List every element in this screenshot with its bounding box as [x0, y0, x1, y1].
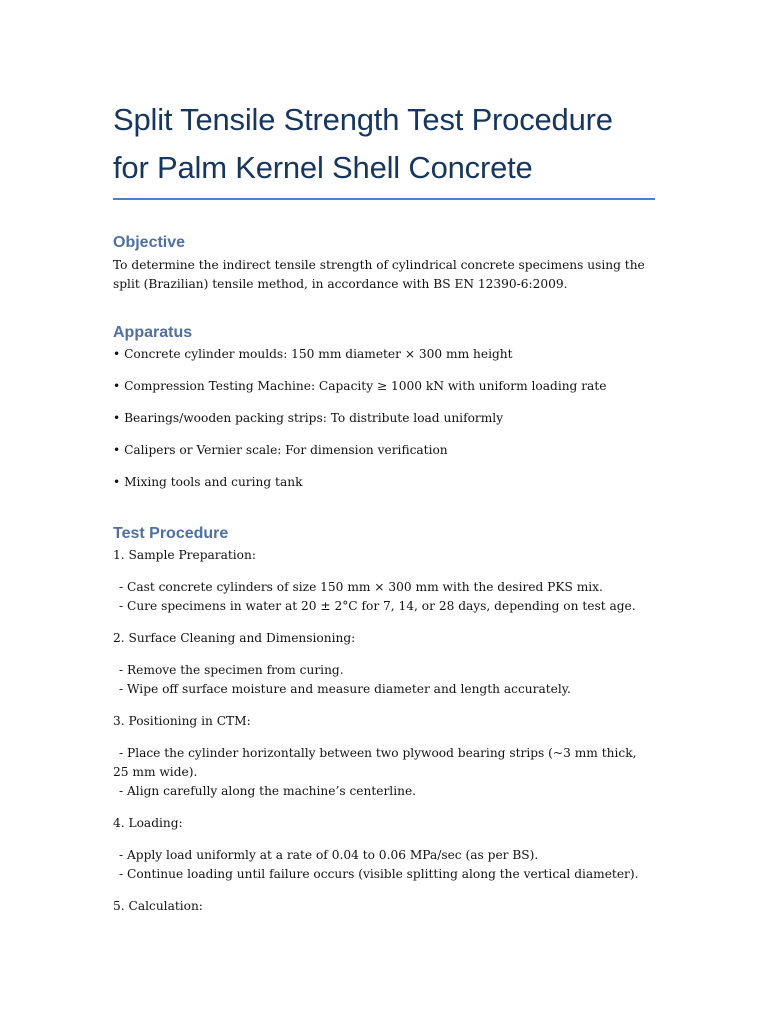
procedure-substep: - Continue loading until failure occurs (visible splitting along the vertical diameter). — [119, 867, 639, 881]
procedure-step-details — [113, 846, 655, 884]
apparatus-item: • Mixing tools and curing tank — [113, 475, 303, 489]
procedure-substep: - Cast concrete cylinders of size 150 mm × 300 mm with the desired PKS mix. — [119, 580, 603, 594]
objective-text: To determine the indirect tensile strength of cylindrical concrete specimens using the split (Brazilian) tensile method, in accordance with BS EN 12390-6:2009. — [113, 258, 645, 291]
procedure-step-details — [113, 578, 655, 616]
procedure-step-label: 4. Loading: — [113, 816, 183, 830]
apparatus-item: • Compression Testing Machine: Capacity ≥ 1000 kN with uniform loading rate — [113, 379, 607, 393]
apparatus-section — [113, 323, 655, 492]
procedure-substep: - Apply load uniformly at a rate of 0.04 to 0.06 MPa/sec (as per BS). — [119, 848, 539, 862]
procedure-substep: - Cure specimens in water at 20 ± 2°C for 7, 14, or 28 days, depending on test age. — [119, 599, 636, 613]
apparatus-item: • Concrete cylinder moulds: 150 mm diameter × 300 mm height — [113, 347, 513, 361]
procedure-substep: - Wipe off surface moisture and measure diameter and length accurately. — [119, 682, 571, 696]
procedure-step-details — [113, 661, 655, 699]
apparatus-item: • Calipers or Vernier scale: For dimension verification — [113, 443, 448, 457]
procedure-substep: - Align carefully along the machine’s centerline. — [119, 784, 417, 798]
procedure-heading: Test Procedure — [113, 525, 229, 542]
document-page — [113, 0, 655, 916]
title-divider — [113, 198, 655, 200]
apparatus-item: • Bearings/wooden packing strips: To distribute load uniformly — [113, 411, 504, 425]
objective-heading: Objective — [113, 234, 186, 251]
procedure-step-label: 1. Sample Preparation: — [113, 548, 256, 562]
apparatus-heading: Apparatus — [113, 324, 193, 341]
procedure-step-label: 2. Surface Cleaning and Dimensioning: — [113, 631, 356, 645]
procedure-substep: - Remove the specimen from curing. — [119, 663, 344, 677]
document-title: Split Tensile Strength Test Procedure for Palm Kernel Shell Concrete — [113, 102, 613, 185]
procedure-step-details — [113, 744, 655, 801]
procedure-section — [113, 524, 655, 916]
procedure-substep: - Place the cylinder horizontally between two plywood bearing strips (~3 mm thick, 25 mm wide). — [113, 746, 637, 779]
objective-section — [113, 233, 655, 294]
procedure-step-label: 3. Positioning in CTM: — [113, 714, 251, 728]
procedure-step-label: 5. Calculation: — [113, 899, 203, 913]
